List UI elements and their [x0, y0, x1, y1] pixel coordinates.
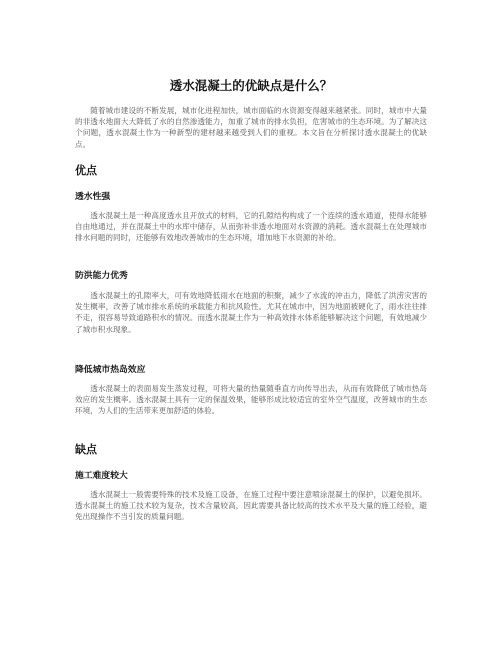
advantages-heading: 优点 [75, 164, 97, 177]
intro-paragraph: 随着城市建设的不断发展，城市化进程加快，城市面临的水资源变得越来越紧张。同时，城市中大量的非透水地面大大降低了水的自然渗透能力，加重了城市的排水负担，危害城市的生态环境。为了解决这个问题，透水混凝土作为一种新型的建材越来越受到人们的重视。本文旨在分析探讨透水混凝土的优缺点。 [75, 106, 427, 149]
advantage-2-text: 透水混凝土的孔隙率大，可有效地降低雨水在地面的积聚，减少了水流的冲击力，降低了洪涝灾害的发生概率，改善了城市排水系统的承载能力和抗风险性。尤其在城市中，因为地面被硬化了，雨水往往排不走，很容易导致道路积水的情况。而透水混凝土作为一种高效排水体系能够解决这个问题，有效地减少了城市积水现象。 [75, 291, 427, 334]
disadvantage-1-text: 透水混凝土一般需要特殊的技术及施工设备，在施工过程中要注意喷涂混凝土的保护，以避免损坏。透水混凝土的施工技术较为复杂，技术含量较高，因此需要具备比较高的技术水平及大量的施工经验，避免出现操作不当引发的质量问题。 [75, 490, 427, 522]
document-title: 透水混凝土的优缺点是什么？ [169, 78, 333, 93]
advantage-3-text: 透水混凝土的表面易发生蒸发过程，可将大量的热量随垂直方向传导出去，从而有效降低了城市热岛效应的发生概率。透水混凝土具有一定的保温效果，能够形成比较适宜的室外空气温度，改善城市的生态环境，为人们的生活带来更加舒适的体验。 [75, 384, 427, 416]
advantage-2-title: 防洪能力优秀 [75, 271, 128, 281]
disadvantage-1-title: 施工难度较大 [75, 471, 128, 481]
disadvantages-heading: 缺点 [75, 443, 97, 456]
advantage-1-text: 透水混凝土是一种高度透水且开放式的材料，它的孔隙结构构成了一个连续的透水通道，使得水能够自由地通过，并在混凝土中的水库中储存，从而弥补非透水地面对水资源的消耗。透水混凝土在处理城市排水问题的同时，还能够有效地改善城市的生态环境，增加地下水资源的补给。 [75, 211, 427, 243]
advantage-3-title: 降低城市热岛效应 [75, 365, 146, 375]
advantage-1-title: 透水性强 [75, 192, 111, 202]
